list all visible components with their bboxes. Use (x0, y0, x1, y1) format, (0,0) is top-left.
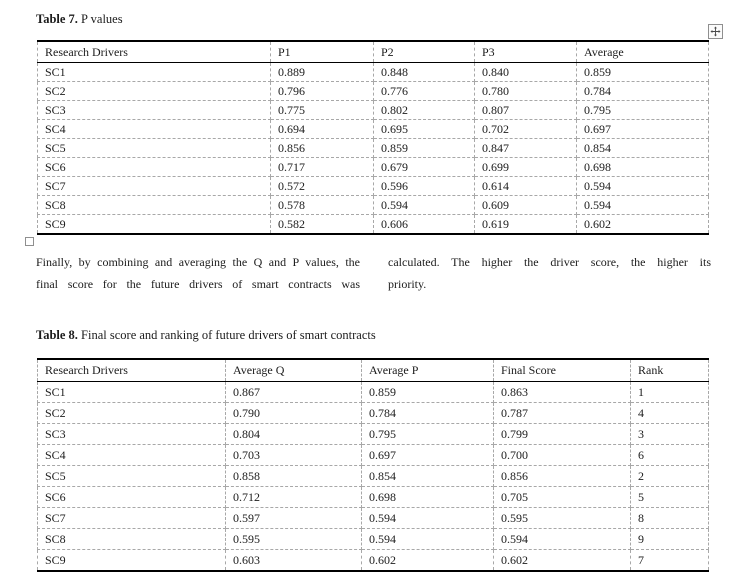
table-cell: 0.594 (362, 529, 494, 550)
table-move-handle[interactable] (708, 24, 723, 39)
table-cell: 0.858 (226, 466, 362, 487)
table-cell: SC9 (38, 550, 226, 572)
table-cell: SC1 (38, 382, 226, 403)
table-cell: 7 (631, 550, 709, 572)
table-cell: 0.787 (494, 403, 631, 424)
column-header: P1 (271, 41, 374, 63)
table-row (38, 196, 709, 215)
table-row (38, 158, 709, 177)
table-cell: 0.804 (226, 424, 362, 445)
table-cell: 0.595 (226, 529, 362, 550)
table8-caption-text: Final score and ranking of future drivers of smart contracts (77, 328, 376, 342)
body-text-column-left (36, 251, 360, 295)
table-cell: SC8 (38, 529, 226, 550)
table-cell: 0.594 (362, 508, 494, 529)
table-row (38, 445, 709, 466)
table-cell: 0.796 (271, 82, 374, 101)
table-cell: SC7 (38, 177, 271, 196)
table7 (37, 40, 709, 235)
column-header: Research Drivers (38, 41, 271, 63)
table-row (38, 487, 709, 508)
table-cell: 0.784 (577, 82, 709, 101)
table-cell: 0.619 (475, 215, 577, 235)
table7-caption (36, 12, 123, 27)
table-row (38, 177, 709, 196)
table7-caption-text: P values (77, 12, 123, 26)
table-cell: 0.854 (577, 139, 709, 158)
table-cell: 0.679 (374, 158, 475, 177)
column-header: Rank (631, 359, 709, 382)
table-cell: 0.795 (362, 424, 494, 445)
table-cell: 0.596 (374, 177, 475, 196)
table-cell: 0.856 (494, 466, 631, 487)
table-cell: 0.776 (374, 82, 475, 101)
table-cell: SC5 (38, 139, 271, 158)
table8 (37, 358, 709, 572)
table-cell: 1 (631, 382, 709, 403)
table-row (38, 424, 709, 445)
table-cell: 6 (631, 445, 709, 466)
table-row (38, 101, 709, 120)
table-cell: 0.799 (494, 424, 631, 445)
table-cell: 0.863 (494, 382, 631, 403)
table-cell: 0.602 (577, 215, 709, 235)
table-cell: 0.703 (226, 445, 362, 466)
table-cell: SC7 (38, 508, 226, 529)
table-cell: 0.848 (374, 63, 475, 82)
table-cell: 0.603 (226, 550, 362, 572)
table-cell: 0.859 (577, 63, 709, 82)
table-cell: 0.572 (271, 177, 374, 196)
table7-caption-label: Table 7. (36, 12, 78, 26)
table-cell: 0.595 (494, 508, 631, 529)
table-cell: SC2 (38, 403, 226, 424)
table-cell: 9 (631, 529, 709, 550)
column-header: P2 (374, 41, 475, 63)
table-row (38, 82, 709, 101)
column-header: Research Drivers (38, 359, 226, 382)
table-cell: SC3 (38, 101, 271, 120)
table-cell: 0.602 (362, 550, 494, 572)
table-cell: SC3 (38, 424, 226, 445)
table-row (38, 403, 709, 424)
table-cell: 0.859 (362, 382, 494, 403)
table-cell: 0.867 (226, 382, 362, 403)
table-cell: SC8 (38, 196, 271, 215)
table-cell: 0.594 (374, 196, 475, 215)
column-header: Final Score (494, 359, 631, 382)
table7-header-row (38, 41, 709, 63)
table-cell: 0.702 (475, 120, 577, 139)
table-row (38, 466, 709, 487)
table8-caption (36, 328, 376, 343)
table-cell: 0.847 (475, 139, 577, 158)
table-row (38, 508, 709, 529)
table-cell: 4 (631, 403, 709, 424)
table-cell: 0.695 (374, 120, 475, 139)
table-cell: 0.698 (362, 487, 494, 508)
body-text-line: Finally, by combining and averaging the Q and P values, the (36, 255, 360, 269)
table-cell: 0.840 (475, 63, 577, 82)
table-cell: 2 (631, 466, 709, 487)
table-cell: 5 (631, 487, 709, 508)
table-cell: SC6 (38, 158, 271, 177)
table-row (38, 139, 709, 158)
table-cell: 0.578 (271, 196, 374, 215)
table-cell: SC4 (38, 445, 226, 466)
table8-caption-label: Table 8. (36, 328, 78, 342)
body-text-line: calculated. The higher the driver score, the higher its (388, 255, 711, 269)
table-cell: 0.597 (226, 508, 362, 529)
move-cross-icon (710, 26, 721, 37)
table-cell: 0.856 (271, 139, 374, 158)
table-cell: 0.889 (271, 63, 374, 82)
table-cell: SC4 (38, 120, 271, 139)
table-cell: 0.717 (271, 158, 374, 177)
table-cell: 0.775 (271, 101, 374, 120)
body-text-line: priority. (388, 277, 427, 291)
table-row (38, 529, 709, 550)
table-cell: 0.606 (374, 215, 475, 235)
table-cell: 0.609 (475, 196, 577, 215)
table-cell: 0.594 (577, 196, 709, 215)
table-row (38, 63, 709, 82)
table-cell: 0.694 (271, 120, 374, 139)
table-cell: 0.594 (577, 177, 709, 196)
table-cell: 3 (631, 424, 709, 445)
table-cell: 0.712 (226, 487, 362, 508)
column-header: Average Q (226, 359, 362, 382)
column-header: Average P (362, 359, 494, 382)
table-cell: 0.780 (475, 82, 577, 101)
table-cell: SC1 (38, 63, 271, 82)
table-cell: SC9 (38, 215, 271, 235)
table-cell: 0.790 (226, 403, 362, 424)
table-cell: 0.700 (494, 445, 631, 466)
table-cell: 0.784 (362, 403, 494, 424)
table-row (38, 550, 709, 572)
table-resize-handle[interactable] (25, 237, 34, 246)
table-cell: 0.697 (362, 445, 494, 466)
table-cell: 0.582 (271, 215, 374, 235)
table-cell: 0.802 (374, 101, 475, 120)
table-cell: 0.807 (475, 101, 577, 120)
column-header: Average (577, 41, 709, 63)
table-cell: 0.594 (494, 529, 631, 550)
table-cell: SC2 (38, 82, 271, 101)
table-cell: 0.697 (577, 120, 709, 139)
column-header: P3 (475, 41, 577, 63)
table-cell: 0.705 (494, 487, 631, 508)
body-text-line: final score for the future drivers of smart contracts was (36, 277, 360, 291)
table-cell: 0.614 (475, 177, 577, 196)
table8-header-row (38, 359, 709, 382)
table-cell: 8 (631, 508, 709, 529)
table-row (38, 215, 709, 235)
table-cell: 0.795 (577, 101, 709, 120)
body-text-column-right (388, 251, 711, 295)
table-row (38, 120, 709, 139)
table-cell: 0.698 (577, 158, 709, 177)
table-cell: 0.699 (475, 158, 577, 177)
table-cell: 0.859 (374, 139, 475, 158)
table-cell: SC6 (38, 487, 226, 508)
table-cell: 0.602 (494, 550, 631, 572)
table-row (38, 382, 709, 403)
table-cell: SC5 (38, 466, 226, 487)
table-cell: 0.854 (362, 466, 494, 487)
